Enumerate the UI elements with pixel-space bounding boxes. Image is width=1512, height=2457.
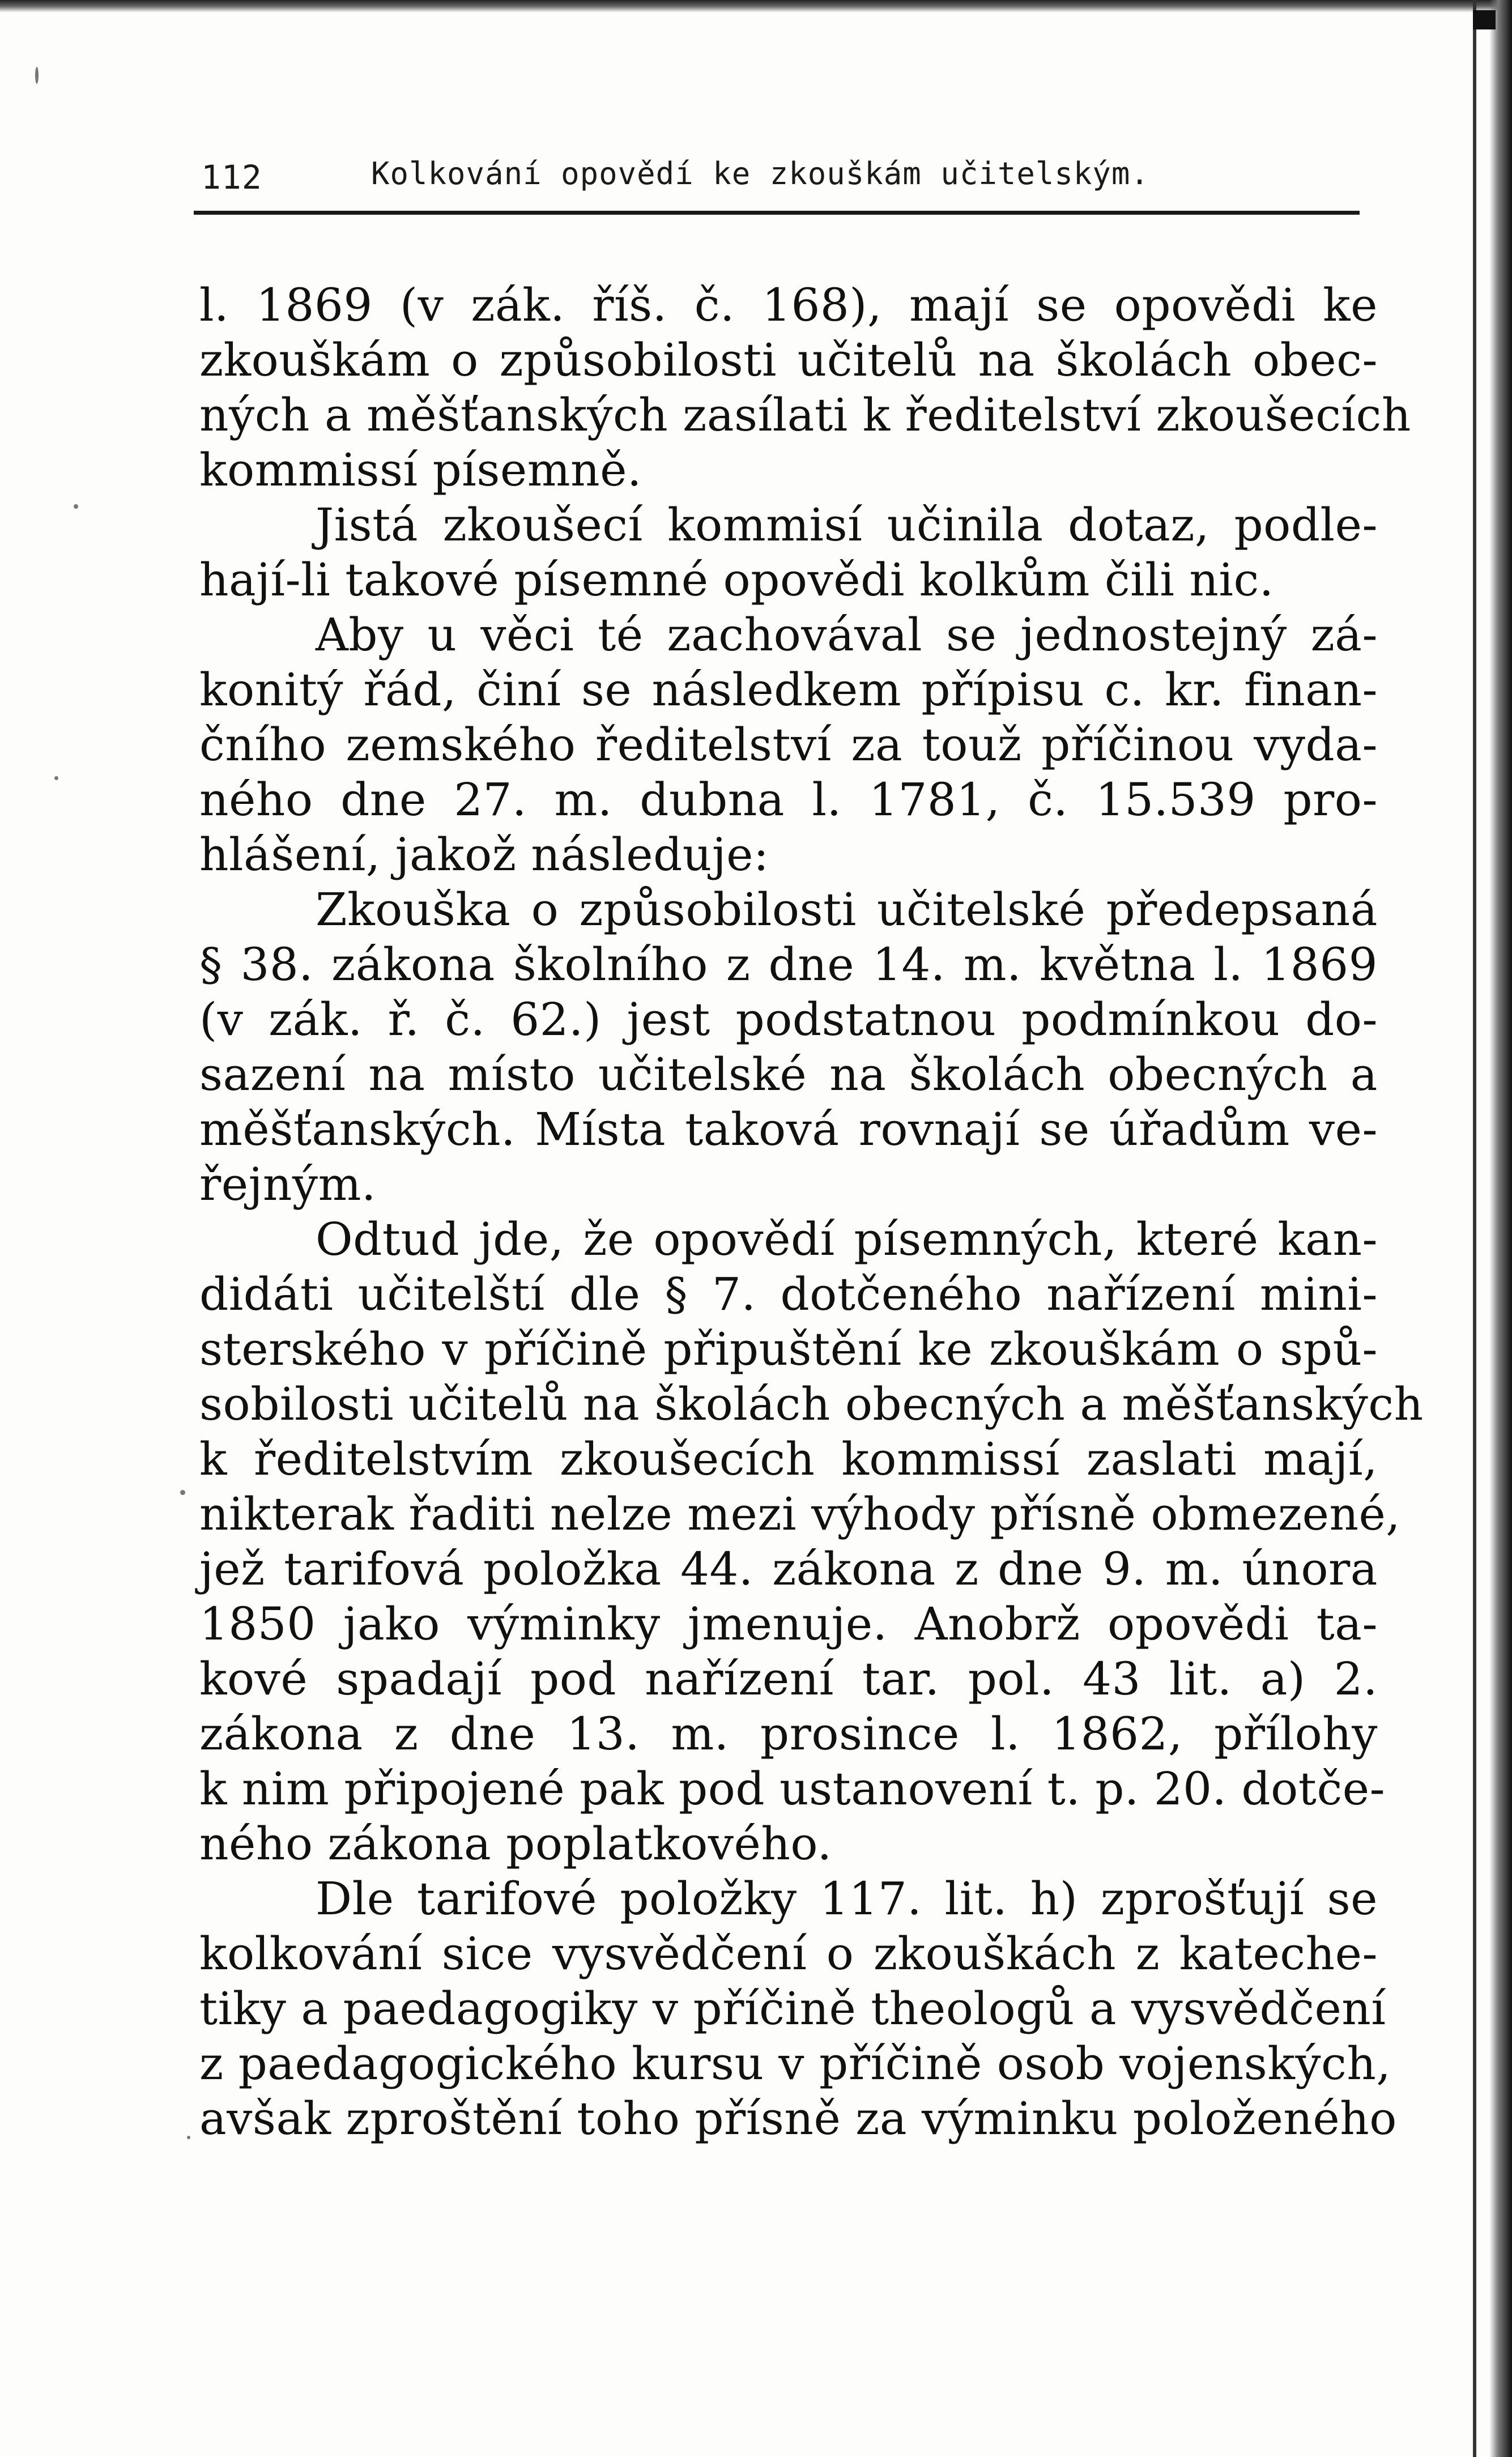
text-line: čního zemského ředitelství za touž příčinou vyda- (199, 718, 1378, 771)
text-line: k nim připojené pak pod ustanovení t. p. 20. dotče- (199, 1762, 1386, 1815)
text-line: didáti učitelští dle § 7. dotčeného nařízení mini- (199, 1268, 1378, 1321)
body-text (199, 278, 1424, 2146)
text-line: tiky a paedagogiky v příčině theologů a vysvědčení (199, 1982, 1386, 2035)
text-line: sobilosti učitelů na školách obecných a měšťanských (199, 1378, 1424, 1430)
text-line: kolkování sice vysvědčení o zkouškách z kateche- (199, 1927, 1378, 1980)
text-line: hlášení, jakož následuje: (199, 828, 769, 881)
text-line: kové spadají pod nařízení tar. pol. 43 lit. a) 2. (199, 1653, 1378, 1705)
paper-speck (74, 504, 78, 509)
text-line: § 38. zákona školního z dne 14. m. května l. 1869 (199, 938, 1378, 991)
text-line: 1850 jako výminky jmenuje. Anobrž opovědi ta- (199, 1598, 1378, 1650)
text-line: Zkouška o způsobilosti učitelské předepsaná (316, 883, 1378, 936)
text-line: z paedagogického kursu v příčině osob vojenských, (199, 2037, 1391, 2090)
text-line: ného zákona poplatkového. (199, 1817, 832, 1870)
text-line: ných a měšťanských zasílati k ředitelství zkoušecích (199, 389, 1411, 441)
text-line: zkouškám o způsobilosti učitelů na školách obec- (199, 334, 1378, 386)
text-line: ného dne 27. m. dubna l. 1781, č. 15.539 pro- (199, 773, 1378, 826)
text-line: konitý řád, činí se následkem přípisu c. kr. finan- (199, 663, 1378, 716)
text-line: avšak zproštění toho přísně za výminku položeného (199, 2092, 1397, 2145)
page-right-edge-shadow (1489, 0, 1512, 2457)
text-line: Aby u věci té zachovával se jednostejný zá- (316, 608, 1378, 661)
page-binding-line (1473, 0, 1476, 2457)
text-line: měšťanských. Místa taková rovnají se úřadům ve- (199, 1103, 1378, 1156)
text-line: jež tarifová položka 44. zákona z dne 9. m. února (199, 1543, 1378, 1595)
text-line: hají-li takové písemné opovědi kolkům čili nic. (199, 553, 1274, 606)
text-line: kommissí písemně. (199, 444, 642, 496)
page-number: 112 (201, 158, 262, 197)
page-top-edge-shadow (0, 0, 1512, 12)
text-line: sterského v příčině připuštění ke zkouškám o spů- (199, 1323, 1378, 1376)
text-line: zákona z dne 13. m. prosince l. 1862, přílohy (199, 1707, 1378, 1760)
header-rule (194, 211, 1360, 215)
text-line: nikterak řaditi nelze mezi výhody přísně obmezené, (199, 1488, 1401, 1540)
text-line: k ředitelstvím zkoušecích kommissí zaslati mají, (199, 1433, 1378, 1485)
text-line: Odtud jde, že opovědí písemných, které kan- (316, 1213, 1378, 1266)
running-header (201, 148, 1362, 211)
paper-speck (187, 2136, 190, 2139)
text-line: l. 1869 (v zák. říš. č. 168), mají se opovědi ke (199, 279, 1378, 331)
paper-speck (35, 67, 39, 84)
corner-scan-artifact (1473, 10, 1496, 29)
text-line: Dle tarifové položky 117. lit. h) zprošťují se (316, 1872, 1378, 1925)
text-line: řejným. (199, 1158, 376, 1211)
text-line: sazení na místo učitelské na školách obecných a (199, 1048, 1378, 1101)
paper-speck (180, 1490, 185, 1495)
text-line: (v zák. ř. č. 62.) jest podstatnou podmínkou do- (199, 993, 1378, 1046)
text-line: Jistá zkoušecí kommisí učinila dotaz, podle- (316, 499, 1378, 551)
paper-speck (54, 776, 58, 780)
running-title: Kolkování opovědí ke zkouškám učitelským. (371, 156, 1149, 191)
